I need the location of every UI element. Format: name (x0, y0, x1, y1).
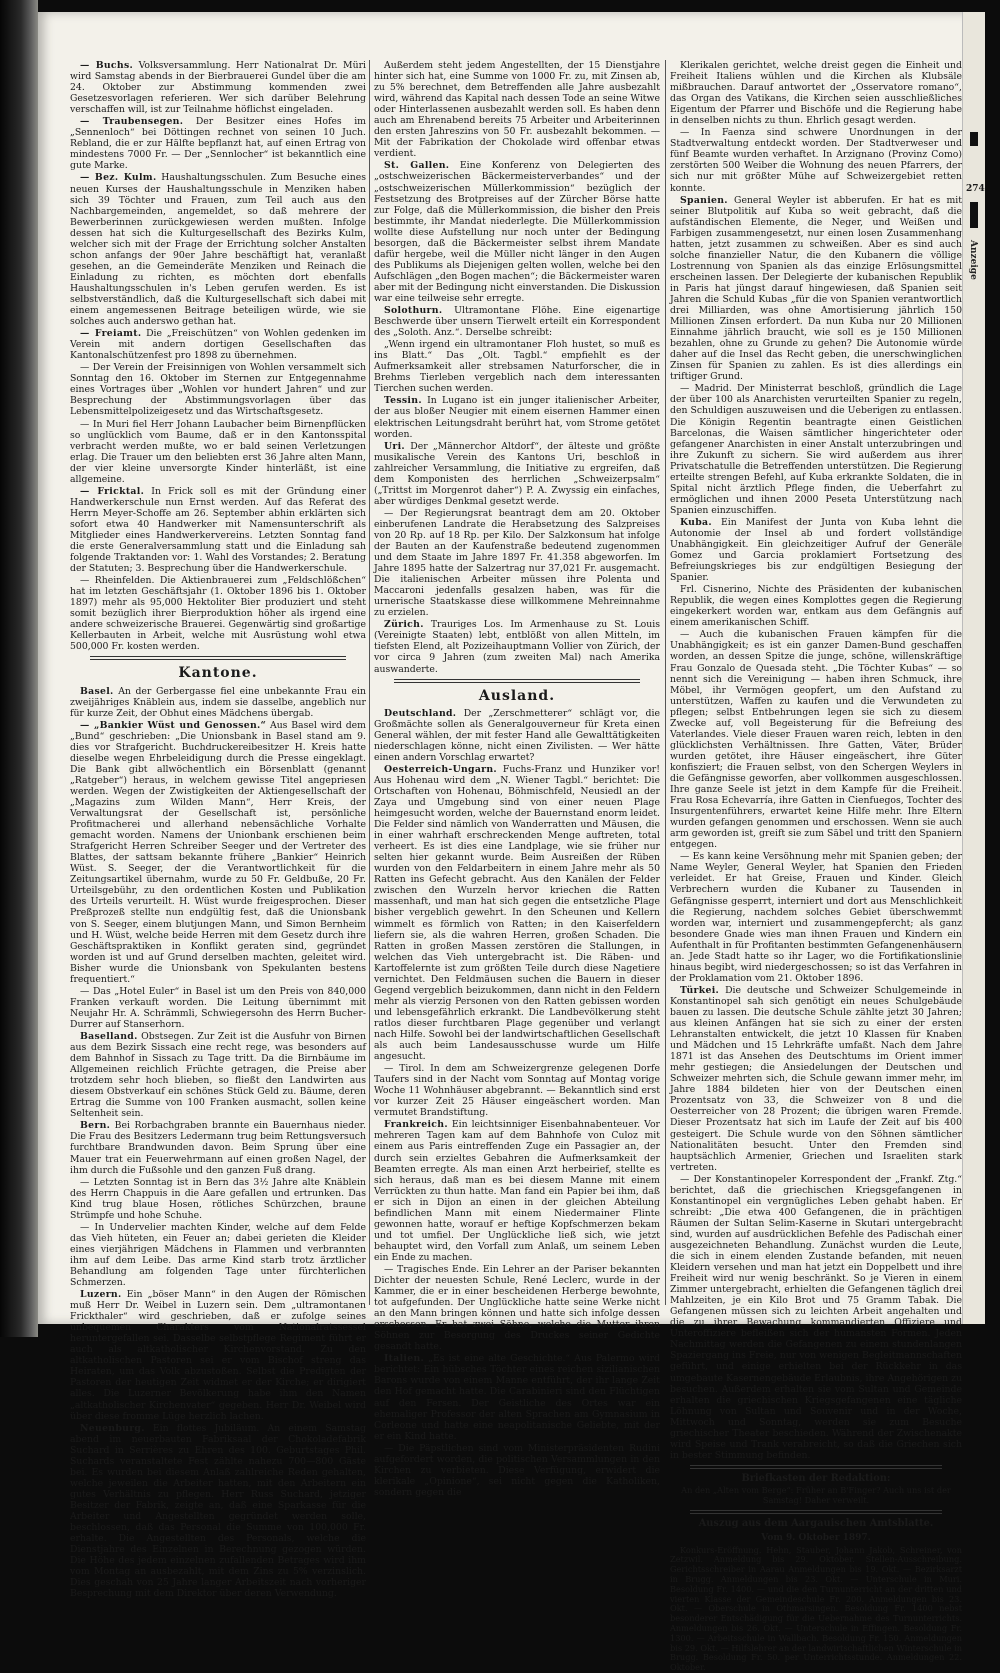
article-paragraph (374, 339, 660, 394)
article-text: — Tragisches Ende. Ein Lehrer an der Pariser bekannten Dichter der neuesten Schule, René Leclerc, wurde in der Kammer, die er in einer bescheidenen Herberge bewohnte, tot aufgefunden. Der Unglückliche hatte seine Werke nicht an den Mann bringen können und hatte sich infolge dessen erschossen. Er hat zwei Söhne, welche die Mutter ihren Söhnen zur Besorgung des Druckes seiner Gedichte gesandt hatte. (374, 1263, 660, 1353)
article-text: General Weyler ist abberufen. Er hat es mit seiner Blutpolitik auf Kuba so weit gebracht, daß die aufständischen Elemente, die Neger, und Weißen und Farbigen zusammengesetzt, nur einen losen Zusammenhang hatten, jetzt zusammen zu schweißen. Aber es sind auch solche finanzieller Natur, die den Kubanern die völlige Lostrennung von Spanien als das einzige Erlösungsmittel erscheinen lassen. Der Delegierte der kubanischen Republik in Paris hat jüngst darauf hingewiesen, daß Spanien seit Jahren die Schuld Kubas „für die von Spanien verantwortlich drei Milliarden, was ohne Amortisierung jährlich 150 Millionen Zinsen erfordert. Da nun Kuba nur 20 Millionen Einnahme jährlich braucht, wie soll es je 150 Millionen bezahlen, ohne zu Grunde zu gehen? Die Autonomie würde daher auf die Insel das Recht geben, die unerschwinglichen Zinsen für Spanien zu zahlen. Es ist dies allerdings ein triftiger Grund. (670, 194, 962, 383)
article-paragraph (374, 441, 660, 507)
article-text: Der „Männerchor Altdorf“, der älteste und größte musikalische Verein des Kantons Uri, beschloß in zahlreicher Versammlung, die Initiative zu ergreifen, daß dem Komponisten des herrlichen „Schweizerpsalm“ („Trittst im Morgenrot daher“) P. A. Zwyssig ein einfaches, aber würdiges Denkmal gesetzt werde. (374, 440, 660, 507)
briefkasten-text: An den „Alten vom Berge“: Früher an B'Finger? Auch uns ist der Samstag! Daher verweilt. (681, 1484, 951, 1505)
article-text: — In Undervelier machten Kinder, welche auf dem Felde das Vieh hüteten, ein Feuer an; dabei gerieten die Kleider eines vierjährigen Mädchens in Flammen und verbrannten ihm auf dem Leibe. Das arme Kind starb trotz ärztlicher Behandlung am folgenden Tage unter fürchterlichen Schmerzen. (70, 1221, 366, 1289)
article-text: Trauriges Los. Im Armenhause zu St. Louis (Vereinigte Staaten) lebt, entblößt von allen Mitteln, im tiefsten Elend, alt Pozizeihauptmann Vollier von Zürich, der vor circa 9 Jahren (zum zweiten Mal) nach Amerika auswanderte. (374, 619, 660, 675)
article-text: — Tirol. In dem am Schweizergrenze gelegenen Dorfe Taufers sind in der Nacht vom Sonntag auf Montag vorige Woche 11 Wohnhäuser abgebrannt. — Bekanntlich sind erst vor kurzer Zeit 25 Häuser eingeäschert worden. Man vermutet Brandstiftung. (374, 1063, 660, 1119)
article-lead: Bern. (80, 1120, 111, 1132)
section-heading: Ausland. (478, 687, 556, 704)
amtsblatt-subtitle: Vom 9. Oktober 1897. (761, 1532, 871, 1543)
article-lead: Zürich. (384, 619, 424, 631)
article-lead: Türkei. (680, 984, 720, 996)
article-paragraph (374, 619, 660, 674)
article-text: Klerikalen gerichtet, welche dreist gegen die Einheit und Freiheit Italiens wühlen und die Kirchen als Klubsäle mißbrauchen. Darauf antwortet der „Osservatore romano“, das Organ des Vatikans, die Kirchen seien ausschließliches Eigentum der Pfarrer und Bischöfe und die Regierung habe in denselben nichts zu thun. Ehrlich gesagt werden. (670, 60, 962, 127)
article-paragraph (670, 517, 962, 583)
article-lead: Basel. (80, 685, 114, 697)
article-paragraph (70, 419, 366, 485)
article-lead: Tessin. (384, 395, 422, 407)
article-text: Bei Rorbachgraben brannte ein Bauernhaus nieder. Die Frau des Besitzers Ledermann trug beim Rettungsversuch furchtbare Brandwunden davon. Beim Sprung über eine Mauer trat ein Feuerwehrmann auf einen großen Nagel, der ihm durch die Fußsohle und den ganzen Fuß drang. (70, 1120, 366, 1176)
section-divider (394, 679, 640, 683)
article-text: Ein „böser Mann“ in den Augen der Römischen muß Herr Dr. Weibel in Luzern sein. Dem „ultramontanen Frickthaler“ wird geschrieben, daß er zufolge seines unbequemen Charakters vom Nationalratssessel heruntergefallen sei. Dasselbe selbstpflege Regiment führt er auch als altkatholischer Kirchenvorstand. Zu den altkatholischen Pastoren sei er vom Bischof streng das Heiraten, um das Volk abzustoßen. Selbst die Predigten der Pastoren der heutigen Zeit widmet er der Kirche; er dirigiert alles. Die Luzerner Bevölkerung habe ihm den Namen „altkatholischer Kirchenvater“ gegeben. Herr Dr. Weibel wird über diese fromme Lüge herzlich lachen. (70, 1289, 366, 1422)
newspaper-page (38, 12, 985, 1673)
article-paragraph (374, 160, 660, 304)
article-paragraph (70, 1289, 366, 1422)
article-paragraph (374, 708, 660, 763)
divider (690, 1465, 942, 1469)
article-text: — Das „Hotel Euler“ in Basel ist um den Preis von 840,000 Franken verkauft worden. Die Leitung übernimmt mit Neujahr Hr. A. Schrämmli, Schwiegersohn des Herrn Bucher-Durrer auf Stanserhorn. (70, 985, 366, 1030)
article-paragraph (374, 1063, 660, 1118)
article-paragraph (70, 1423, 366, 1600)
article-lead: Kuba. (680, 516, 712, 528)
article-paragraph (374, 508, 660, 618)
article-paragraph (70, 720, 366, 985)
article-paragraph (70, 116, 366, 171)
article-paragraph (670, 629, 962, 850)
article-lead: — Fricktal. (80, 485, 145, 497)
edge-vertical-text: Anzeige (968, 240, 978, 280)
article-lead: — Buchs. (80, 60, 134, 71)
article-paragraph (670, 584, 962, 628)
article-paragraph (374, 764, 660, 1062)
article-text: Volksversammlung. Herr Nationalrat Dr. Müri wird Samstag abends in der Bierbrauerei Gundel über die am 24. Oktober zur Abstimmung kommenden zwei Gesetzesvorlagen referieren. Wer sich darüber Belehrung verschaffen will, ist zur Teilnahme höflichst eingeladen. (70, 60, 366, 116)
article-paragraph (70, 986, 366, 1030)
article-lead: Deutschland. (384, 707, 457, 719)
section-heading: Kantone. (178, 665, 258, 682)
column-3-articles (670, 60, 962, 1461)
article-paragraph (70, 686, 366, 719)
amtsblatt-text: Konkurs-Eröffnung. Hehn, Stauber, Johann Jakob, Schreiner, von Zetzwil. Anmeldung bis 29. Oktober. Stellen-Ausschreibung. Gerichtsschreiber in Aarau Anmeldungen bis 19. Okt. — Bezirksarzt in Brugg. Anmeldungen bis 23. Okt. — Unterschule in Muri. Besoldung Fr. 1400. — und die den Turnunterricht an der dritten und vierten Klasse der Gemeindeschule Fr. 200. Anmeldungen bis 23. Okt. — Oberschule in Othmarsingen. Besoldung Fr. 1400 nebst besonderer Entschädigung für die Uebernahme des Turnunterrichts. Anmeldungen bis 26. Okt. — Unterschule in Effingen. Besoldung Fr. 1300. — Arbeitsschule in Wallbach. Besoldung Fr. 150. Anmeldungen bis 29. Okt. — Hilfslehrer an der landwirtschaftlichen Winterschule in Brugg. Besoldung Fr. 50. per Unterrichtsstunde. Anmeldungen 22. Oktober. (670, 1544, 962, 1673)
article-text: — Die Päpstlichen sind vom Ministerpräsidenten Rudini aufgefordert worden, die politischen Versammlungen in den Kirchen zu verbieten. Diese Verfügung, erwidert die klerikale „Opinione“, sei nicht gegen die Katholiken, sondern gegen die (374, 1442, 660, 1498)
article-paragraph (374, 305, 660, 338)
article-text: An der Gerbergasse fiel eine unbekannte Frau ein zweijähriges Knäblein aus, indem sie dasselbe, angeblich nur für kurze Zeit, der Obhut eines Mädchens übergab. (70, 685, 366, 719)
article-paragraph (70, 1177, 366, 1221)
article-paragraph (374, 1353, 660, 1441)
article-text: In Frick soll es mit der Gründung einer Handwerkerschule nun Ernst werden. Auf das Referat des Herrn Meyer-Schoffe am 26. September abhin erklärten sich sofort etwa 40 Handwerker mit Namensunterschrift als Mitglieder eines Handwerkervereins. Letzten Sonntag fand die erste Generalversammlung statt und die Einladung sah folgende Traktanden vor: 1. Wahl des Vorstandes; 2. Beratung der Statuten; 3. Besprechung über die Handwerkerschule. (70, 485, 366, 575)
article-text: Ein leichtsinniger Eisenbahnabenteuer. Vor mehreren Tagen kam auf dem Bahnhofe von Culoz mit einem aus Paris eintreffenden Zuge ein Passagier an, der durch sein erzieltes Gebahren die Aufmerksamkeit der Beamten erregte. Als man einen Arzt herbeirief, stellte es sich heraus, daß man es bei diesem Manne mit einem Verrückten zu thun hatte. Man fand ein Papier bei ihm, daß er sich in Dijon an einen in der gleichen Abteilung befindlichen Mann mit einem Niedermainer Flinte gewonnen hatte, worauf er heftige Kopfschmerzen bekam und tot umfiel. Der Unglückliche ließ sich, wie jetzt behauptet wird, den Vorfall zum Anlaß, um seinem Leben ein Ende zu machen. (374, 1119, 660, 1263)
article-text: Ein Manifest der Junta von Kuba lehnt die Autonomie der Insel ab und fordert vollständige Unabhängigkeit. Ein gleichzeitiger Aufruf der Generäle Gomez und Garcia proklamiert Fortsetzung des Befreiungskrieges bis zur endgültigen Besiegung der Spanier. (670, 516, 962, 584)
column-2 (374, 60, 660, 1498)
article-text: In Lugano ist ein junger italienischer Arbeiter, der aus bloßer Neugier mit einem eisernen Hammer einen elektrischen Leitungsdraht berührt hat, vom Strome getötet worden. (374, 395, 660, 440)
edge-block (970, 132, 978, 146)
article-lead: Neuenburg. (80, 1422, 145, 1434)
column-3 (670, 60, 962, 1673)
article-paragraph (70, 172, 366, 327)
article-paragraph (70, 575, 366, 652)
column-rule (665, 60, 666, 1305)
edge-block (970, 202, 978, 228)
amtsblatt-title: Auszug aus dem Aargauischen Amtsblatte. (698, 1517, 934, 1529)
article-text: Aus Basel wird dem „Bund“ geschrieben: „Die Unionsbank in Basel stand am 9. dies vor Strafgericht. Buchdruckereibesitzer H. Kreis hatte dieselbe wegen Ehrbeleidigung durch die Presse eingeklagt. Die Bank gibt allwöchentlich ein Börsenblatt (genannt „Ratgeber“) heraus, in welchem gewisse Titel angepriesen werden. Wegen der Zwistigkeiten der Aktiengesellschaft der „Magazins zum Wilden Mann“, Herr Kreis, der Verwaltungsrat der Gesellschaft ist, persönliche Profitmacherei und allerhand nebensächliche Vorhalte gemacht worden. Namens der Unionbank erschienen beim Strafgericht Herren Schreiber Seeger und der Vertreter des Blattes, der sattsam bekannte frühere „Bankier“ Heinrich Wüst. S. Seeger, der die Verantwortlichkeit für die Zeitungsartikel übernahm, wurde zu 50 Fr. Geldbuße, 20 Fr. Urteilsgebühr, zu den ordentlichen Kosten und Publikation des Urteils verurteilt. H. Wüst wurde freigesprochen. Dieser Preßprozeß stellte nun endgültig fest, daß die Unionsbank von S. Seeger, einem blutjungen Mann, und Simon Bernheim und H. Wüst, welche beide Herren mit dem Gesetz durch ihre Geschäftspraktiken in Konflikt geraten sind, gegründet worden ist und auf Grund derselben machten, geleitet wird. Bisher wurde die Unionsbank von Spekulanten bestens frequentiert.“ (70, 719, 366, 985)
article-text: — Der Verein der Freisinnigen von Wohlen versammelt sich Sonntag den 16. Oktober im Sternen zur Entgegennahme eines Vortrages über „Wohlen vor hundert Jahren“ und zur Besprechung der Abstimmungsvorlagen über das Lebensmittelpolizeigesetz und das Wirtschaftsgesetz. (70, 362, 366, 418)
book-spine-shadow (0, 0, 38, 1337)
article-lead: Frankreich. (384, 1119, 448, 1131)
article-text: Ultramontane Flöhe. Eine eigenartige Beschwerde über unsern Tierwelt erteilt ein Korrespondent des „Soloth. Anz.“. Derselbe schreibt: (374, 305, 660, 339)
article-text: Frl. Cisnerino, Nichte des Präsidenten der kubanischen Republik, die wegen eines Komplottes gegen die Regierung eingekerkert worden war, entkam aus dem Gefängnis auf einem amerikanischen Schiff. (670, 584, 962, 629)
article-paragraph (670, 195, 962, 383)
article-text: Der Besitzer eines Hofes im „Sennenloch“ bei Döttingen rechnet von seinen 10 Juch. Rebland, die er zur Hälfte bepflanzt hat, auf einen Ertrag von mindestens 7000 Fr. — Der „Sennlocher“ ist bekanntlich eine gute Marke. (70, 116, 366, 172)
article-text: Außerdem steht jedem Angestellten, der 15 Dienstjahre hinter sich hat, eine Summe von 1000 Fr. zu, mit Zinsen ab, zu 5% berechnet, dem Betreffenden alle Jahre ausbezahlt wird, während das Kapital nach dessen Tode an seine Witwe oder Hinterlassenen ausbezahlt werden soll. Es haben denn auch am Ehrenabend bereits 75 Arbeiter und Arbeiterinnen den ersten Jahreszins von 50 Fr. ausbezahlt bekommen. — Mit der Fabrikation der Chokolade wird offenbar etwas verdient. (374, 60, 660, 160)
article-lead: Baselland. (80, 1030, 138, 1042)
article-paragraph (70, 1222, 366, 1288)
article-paragraph (374, 1443, 660, 1498)
article-paragraph (70, 1031, 366, 1119)
article-lead: — „Bankier Wüst und Genossen.“ (80, 719, 267, 731)
article-text: — In Faenza sind schwere Unordnungen in der Stadtverwaltung entdeckt worden. Der Stadtverweser und fünf Beamte wurden verhaftet. In Arzignano (Provinz Como) zerstörten 500 Weiber die Wohnung des neuen Pfarrers, der sich nur mit größter Mühe auf Schweizergebiet retten konnte. (670, 127, 962, 194)
article-paragraph (70, 486, 366, 574)
article-text: Ein flottes Jubiläum. An einem Samstag abend im neuerbauten Fabriksaal der Chokoladefabrik Suchard in Serrières zu Ehren des 100. Geburtstages Phil. Suchards veranstaltete Fest zählte nahezu 700—800 Gäste bei. Es wurden bei diesem Anlaß zahlreiche Reden gehalten, welche jeweilen die Arbeiter hatten, mit den Arbeitern ein gutes Verhältnis zu pflegen. Herr Russ Suchard, jetziger Besitzer der Fabrik, zeigte an, daß eine Sparkasse für die Arbeiter und Angestellten gegründet werden solle, beschlossen, daß das Personal die Summe von 100,000 Fr. erhalte. Die Angestellten des Personals, welche die Dienstjahre des Einzelnen in Berechnung gezogen würden. Die Höhe des jedem einzelnen zufallenden Betrages wird ihm vom Montag an ausbezahlt, mit dem Zins zu 5% verzinslich. Dies geschah von 25 Jahre langer Arbeitszeit nach vorheriger Besprechung mit dem Direktor über deren Verwendung. (70, 1422, 366, 1600)
article-text: — Rheinfelden. Die Aktienbrauerei zum „Feldschlößchen“ hat im letzten Geschäftsjahr (1. Oktober 1896 bis 1. Oktober 1897) mehr als 95,000 Hektoliter Bier produziert und steht somit bezüglich ihrer Bierproduktion höher als irgend eine andere schweizerische Brauerei. Gegenwärtig sind großartige Kellerbauten in Arbeit, welche mit Ausrüstung wohl etwa 500,000 Fr. kosten werden. (70, 575, 366, 653)
briefkasten-title: Briefkasten der Redaktion: (741, 1472, 891, 1484)
article-text: Die „Freischützen“ von Wohlen gedenken im Verein mit andern dortigen Gesellschaften das Kantonalschützenfest pro 1898 zu übernehmen. (70, 328, 366, 362)
article-text: — Es kann keine Versöhnung mehr mit Spanien geben; der Name Weyler, General Weyler, hat Spanien den Frieden verleidet. Er hat Greise, Frauen und Kinder. Gleich Verbrechern wurden die Kubaner zu Tausenden in Gefängnisse gesperrt, interniert und dort aus Menschlichkeit die Regierung, nachdem solches Gebiet überschwemmt worden war, interniert und zusammengepfercht; als ganz besondere Gnade wies man ihnen Frauen und Kindern ein Aufenthalt in für Profitanten bestimmten Gefangenenhäusern an. Jede Stadt hatte so ihr Lager, wo die Fortifikationslinie hinaus begibt, wird niedergeschossen; so ist das Verfahren in der Proklamation vom 21. Oktober 1896. (670, 851, 962, 984)
article-paragraph (374, 1119, 660, 1263)
article-lead: Uri. (384, 440, 405, 452)
article-text: Fuchs-Franz und Hunziker vor! Aus Hohenau wird dem „N. Wiener Tagbl.“ berichtet: Die Ortschaften von Hohenau, Böhmischfeld, Neusiedl an der Zaya und Umgebung sind von einer neuen Plage heimgesucht worden, welche der Bauernstand enorm leidet. Die Felder sind nämlich von Wanderratten und Mäusen, die in einer wahrhaft erschreckenden Menge auftreten, total verheert. Es ist dies eine Landplage, wie sie früher nur selten hier gekannt wurde. Beim Ausreißen der Rüben wurden von den Feldarbeitern in einem Jahre mehr als 50 Ratten ins Gefecht gebracht. Aus den Kanälen der Felder zwischen den Wurzeln hervor kriechen die Ratten massenhaft, und man hat sich gegen die entsetzliche Plage bisher vergeblich gewehrt. In den Scheunen und Kellern wimmelt es förmlich von Ratten; in den Kaiserfeldern liefern sie, als die wahren Herren, großen Schaden. Die Ratten in großen Massen zerstören die Stallungen, in welchen das Vieh untergebracht ist. Die Räben- und Kartoffelernte ist zum größten Teile durch diese Nagetiere vernichtet. Den Feldmäusen suchen die Bauern in dieser Gegend vergeblich beizukommen, dann nicht in den Feldern mehr als vierzig Personen von den Ratten gebissen worden und lebensgefährlich erkrankt. Die Landbevölkerung steht ratlos dieser furchtbaren Plage gegenüber und verlangt nach Hilfe. Sowohl bei der landwirtschaftlichen Gesellschaft als auch beim Landesausschusse wurde um Hilfe angesucht. (374, 763, 660, 1063)
article-text: — Der Regierungsrat beantragt dem am 20. Oktober einberufenen Landrate die Herabsetzung des Salzpreises von 20 Rp. auf 18 Rp. per Kilo. Der Salzkonsum hat infolge der Bauten an der Kaufenstraße bedeutend zugenommen und dem Staate im Jahre 1897 Fr. 41.358 abgeworfen. Im Jahre 1895 hatte der Salzertrag nur 37,021 Fr. ausgemacht. Die italienischen Arbeiter müssen ihre Polenta und Maccaroni jedenfalls gesalzen haben, was für die urnerische Staatskasse diese willkommene Mehreinnahme zu erzielen. (374, 507, 660, 619)
article-lead: Luzern. (80, 1289, 122, 1301)
article-lead: Italien. (384, 1353, 425, 1365)
article-paragraph (70, 1120, 366, 1175)
article-text: — Letzten Sonntag ist in Bern das 3½ Jahre alte Knäblein des Herrn Chappuis in die Aare gefallen und ertrunken. Das Kind trug blaue Hosen, rötliches Schürzchen, braune Strümpfe und hohe Schuhe. (70, 1176, 366, 1221)
article-lead: — Traubensegen. (80, 116, 184, 128)
article-paragraph (70, 328, 366, 361)
article-paragraph (374, 60, 660, 159)
divider (690, 1510, 942, 1514)
column-1 (70, 60, 366, 1600)
article-text: Obstsegen. Zur Zeit ist die Ausfuhr von Birnen aus dem Bezirk Sissach eine recht rege, was besonders auf dem Bahnhof in Sissach zu Tage tritt. Da die Birnbäume im Allgemeinen reichlich Früchte getragen, die Preise aber trotzdem sehr hoch blieben, so fließt den Landwirten aus diesem Obstverkauf ein schönes Stück Geld zu. Bäume, deren Ertrag die Summe von 100 Franken ausmacht, sollen keine Seltenheit sein. (70, 1030, 366, 1120)
article-paragraph (374, 1264, 660, 1352)
article-lead: St. Gallen. (384, 160, 450, 172)
article-text: Die deutsche und Schweizer Schulgemeinde in Konstantinopel sah sich genötigt ein neues Schulgebäude bauen zu lassen. Die deutsche Schule zählte jetzt 30 Jahren; aus kleinen Anfängen hat sie sich zu einer der ersten Lehranstalten entwickelt, die jetzt 10 Klassen für Knaben und Mädchen und 15 Lehrkräfte umfaßt. Nach dem Jahre 1871 ist das Ansehen des Deutschtums im Orient immer mehr gestiegen; die Ansiedelungen der Deutschen und Schweizer mehrten sich, die Schule gewann immer mehr, im Jahre 1884 bildeten hier von der Deutschen einen Prozentsatz von 33, die Schweizer von 8 und die Oesterreicher von 28 Prozent; die übrigen waren Fremde. Dieser Prozentsatz hat sich im Laufe der Zeit auf bis 400 gesteigert. Die Schule wurde von den Söhnen sämtlicher Nationalitäten besucht. Unter den Fremden sind hauptsächlich Armenier, Griechen und Israeliten stark vertreten. (670, 984, 962, 1173)
article-lead: Oesterreich-Ungarn. (384, 763, 497, 775)
article-paragraph (670, 985, 962, 1173)
page-number: 274 (966, 184, 985, 194)
article-text: „Wenn irgend ein ultramontaner Floh hustet, so muß es ins Blatt.“ Das „Olt. Tagbl.“ empfiehlt es der Aufmerksamkeit aller strebsamen Naturforscher, die in Brehms Tierleben vergeblich nach dem interessanten Tierchen suchen werden. (374, 339, 660, 395)
article-text: — Der Konstantinopeler Korrespondent der „Frankf. Ztg.“ berichtet, daß die griechischen Kriegsgefangenen in Konstantinopel ein vergnügliches Leben gehabt haben. Er schreibt: „Die etwa 400 Gefangenen, die in prächtigen Räumen der Sultan Selim-Kaserne in Skutari untergebracht sind, wurden auf ausdrücklichen Befehle des Padischah einer ausgezeichneten Behandlung. Zunächst wurden die Leute, die sich in einem elenden Zustande befanden, mit neuen Kleidern versehen und man hat jetzt ein Doppelbett und ihre Freiheit wird nur wenig beschränkt. So je Vieren in einem Zimmer untergebracht, erhielten die Gefangenen täglich drei Mahlzeiten, je ein Kilo Brot und 75 Gramm Tabak. Die Gefangenen müssen sich zu leichten Arbeit angehalten und die zu ihrer Bewachung kommandierten Offiziere und Unteroffiziere befleißen sich der humansten Formen. Jeden Nachmittag werden die Gefangenen zu einem stundenlangen Spaziergang ins Freie, nur von wenigen Begleitmannschaften geführt, und einige erhielten bei der Rückkehr in das umgebaute Kasernengebäude Erlaubnis, ihre Angehörigen zu besuchen. Außerdem erhalten sie vom Sultan und Gemeinde erhalten die griechischen Kriegsgefangenen eine tägliche Löhnung von Sultan und Souvenir und in der Woche, Mittwoch und Sonntag, werden sie zum Besuche griechischer Theater beschieden. Während der Zwischenakte wird Speise und Trank verabreicht, so daß die Griechen sich in bester Stimmung befinden. (670, 1173, 962, 1461)
article-paragraph (670, 127, 962, 193)
article-paragraph (670, 383, 962, 516)
briefkasten-box (670, 1473, 962, 1506)
article-lead: Solothurn. (384, 305, 443, 317)
article-text: Der „Zerschmetterer“ schlägt vor, die Großmächte sollen als Generalgouverneur für Kreta einen General wählen, der mit fester Hand alle Gewalttätigkeiten niederschlagen könne, nicht einen Zivilisten. — Wer hätte einen andern Vorschlag erwartet? (374, 707, 660, 763)
article-paragraph (670, 1174, 962, 1461)
article-paragraph (670, 60, 962, 126)
article-paragraph (70, 362, 366, 417)
article-paragraph (70, 60, 366, 115)
article-lead: Spanien. (680, 194, 728, 206)
article-lead: — Freiamt. (80, 328, 142, 340)
amtsblatt-box (670, 1518, 962, 1673)
article-lead: — Bez. Kulm. (80, 172, 157, 184)
article-text: „Es ist eine alte Geschichte.“ Aus Palermo wird berichtet: Ein hübsches Töchter eines reichen sizilianischen Barons wurde von einem Manne entführt, der ihr lange Zeit den Hof gemacht hatte. Die Carabinieri sind den Flüchtigen auf den Fersen. Der Geistliche des Ortes war ein ehemaliger Professor der alten Sprachen am Gymnasium in Corleone und hatte eine neapolitanische Geliebte, mit der er ein Kind hatte. (374, 1353, 660, 1442)
article-text: — In Muri fiel Herr Johann Laubacher beim Birnenpflücken so unglücklich vom Baume, daß er in den Kantonsspital verbracht werden mußte, wo er bald seinen Verletzungen erlag. Die Trauer um den beliebten erst 36 Jahre alten Mann, der vier kleine unversorgte Kinder hinterläßt, ist eine allgemeine. (70, 418, 366, 485)
section-divider (90, 656, 346, 660)
column-rule (369, 60, 370, 1305)
article-paragraph (670, 851, 962, 984)
article-text: — Auch die kubanischen Frauen kämpfen für die Unabhängigkeit; es ist ein ganzer Damen-Bund geschaffen worden, an dessen Spitze die junge, schöne, willenskräftige Frau Gonzalo de Quesada steht. „Die Töchter Kubas“ — so nennt sich die Vereinigung — haben ihren Schmuck, ihre Möbel, ihr Vermögen geopfert, um den Aufstand zu unterstützen, Waffen zu kaufen und die Verwundeten zu pflegen; selbst Entbehrungen legen sie sich zu diesem Zwecke auf, voll Begeisterung für die Befreiung des Vaterlandes. Viele dieser Frauen waren reich, lebten in den glücklichsten Verhältnissen. Ihre Gatten, Väter, Brüder wurden getötet, ihre Häuser eingeäschert, ihre Güter konfisziert; die Frauen selbst, von den Schergen Weylers in die Gefängnisse geworfen, aber vollkommen ausgeschlossen. Ihre ganze Seele ist jetzt in dem Kampfe für die Freiheit. Frau Rosa Echevarría, ihre Gatten in Cienfuegos, Tochter des Insurgentenführers, erwartet keine Hilfe mehr. Ihre Eltern wurden gefangen genommen und erschossen. Wenn sie auch arm geworden ist, greift sie zum Säbel und tritt den Spaniern entgegen. (670, 629, 962, 851)
article-text: — Madrid. Der Ministerrat beschloß, gründlich die Lage der über 100 als Anarchisten verurteilten Spanier zu regeln, den Schuldigen auszuweisen und die Ueberigen zu entlassen. Die Königin Regentin beantragte einen Geistlichen Barcelonas, die Waisen sämtlicher hingerichteter oder gefangener Anarchisten in einer Anstalt unterzubringen und ihre Zukunft zu sichern. Sie wird außerdem aus ihrer Privatschatulle die Betreffenden unterstützen. Die Regierung erteilte strengen Befehl, auf Kuba erkrankte Soldaten, die in Spital nicht ärztlich Pflege finden, die Ueberfahrt zu ermöglichen und ihnen 2000 Peseta Unterstützung nach Spanien einzuschiffen. (670, 383, 962, 516)
article-text: Eine Konferenz von Delegierten des „ostschweizerischen Bäckermeisterverbandes“ und der „ostschweizerischen Müllerkommission“ bezüglich der Festsetzung des Brotpreises auf der Zürcher Börse hatte zur Folge, daß die Müllerkommission, die bisher den Preis bestimmte, ihr Mandat niederlegte. Die Müllerkommission wollte diese Aufstellung nur noch unter der Bedingung besorgen, daß die Bäckermeister selbst ihrem Mandate dafür hergebe, weil die Müller nicht länger in den Augen des Publikums als Diejenigen gelten wollen, welche bei den Aufschlägen „den Bogen machen“; die Bäckermeister waren aber mit der Bedingung nicht einverstanden. Die Diskussion war eine teilweise sehr erregte. (374, 160, 660, 304)
article-paragraph (374, 395, 660, 439)
article-text: Haushaltungsschulen. Zum Besuche eines neuen Kurses der Haushaltungsschule in Menziken haben sich 39 Töchter und Frauen, zum Teil auch aus den Nachbargemeinden, angemeldet, so daß mehrere der Bewerberinnen zurückgewiesen werden mußten. Infolge dessen hat sich die Kulturgesellschaft des Bezirks Kulm, welcher sich mit der Frage der Errichtung solcher Anstalten schon anfangs der 90er Jahre beschäftigt hat, veranlaßt gesehen, an die Gemeinderäte Menziken und Reinach die Einladung zu richten, es möchten dort ebenfalls Haushaltungsschulen in's Leben gerufen werden. Es ist selbstverständlich, daß die Kulturgesellschaft sich dabei mit einem angemessenen Beitrage beteiligen würde, wie sie solches auch anderswo gethan hat. (70, 172, 366, 328)
